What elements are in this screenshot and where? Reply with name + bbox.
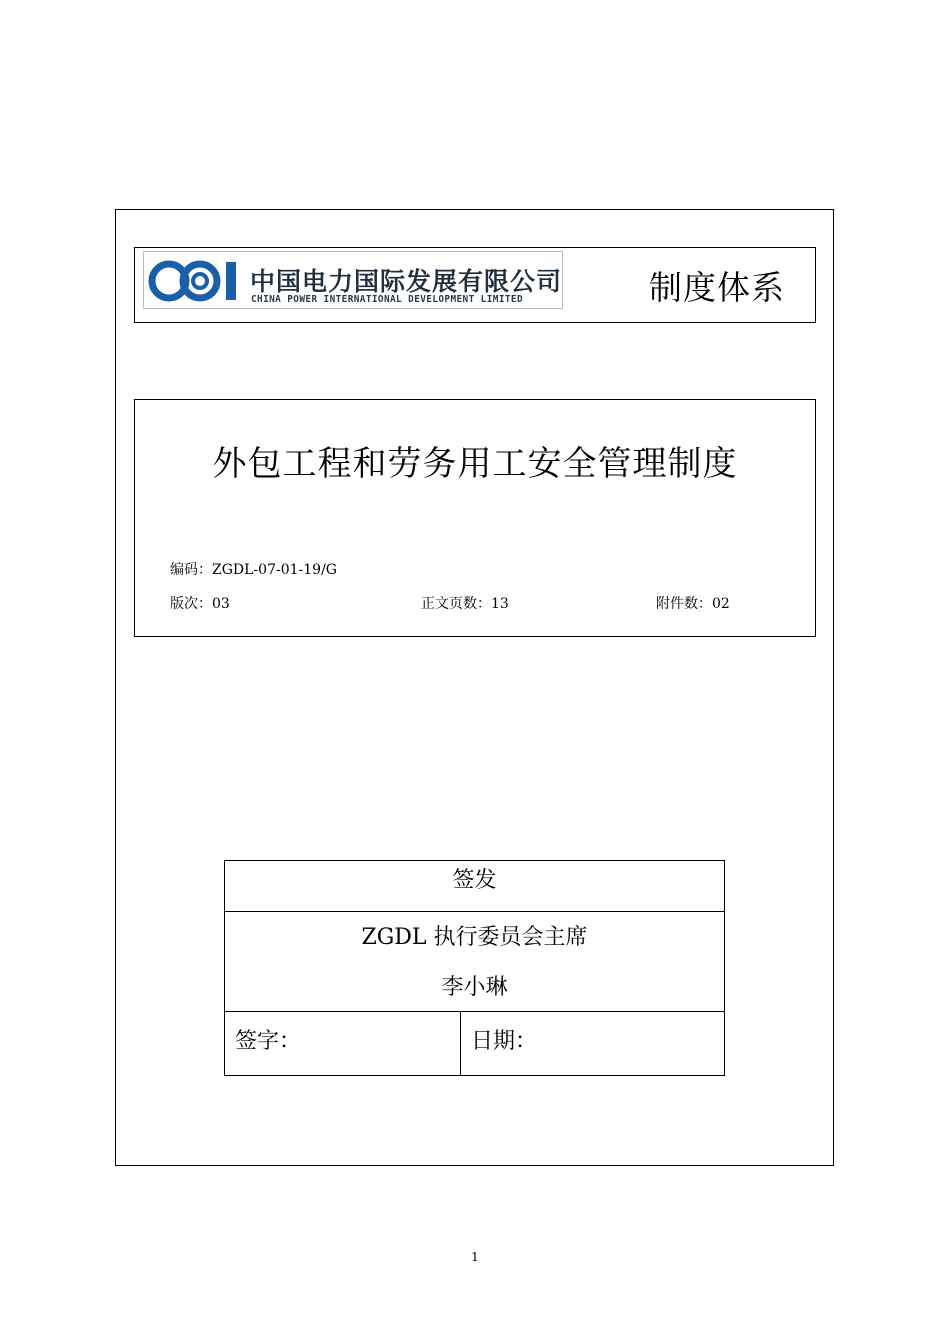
version-value: 03 [212, 596, 230, 612]
signoff-header: 签发 [225, 861, 724, 912]
document-version [170, 593, 230, 613]
code-value: ZGDL-07-01-19/G [212, 562, 337, 578]
title-block [134, 399, 816, 637]
logo-company-name-cn: 中国电力国际发展有限公司 [250, 267, 563, 296]
version-label: 版次： [170, 596, 212, 612]
system-label: 制度体系 [649, 268, 785, 307]
document-page-count [421, 593, 509, 613]
document-title: 外包工程和劳务用工安全管理制度 [212, 444, 738, 484]
date-label: 日期： [471, 1029, 538, 1054]
signature-field[interactable] [225, 1012, 461, 1075]
attachments-label: 附件数： [656, 596, 712, 612]
document-header [134, 247, 816, 323]
date-field[interactable] [461, 1012, 724, 1075]
code-label: 编码： [170, 562, 212, 578]
page-number: 1 [471, 1250, 479, 1264]
cpi-logo-icon [148, 260, 244, 302]
signoff-fields [225, 1012, 724, 1075]
signatory-role: ZGDL 执行委员会主席 [361, 925, 588, 950]
signatory-name: 李小琳 [441, 975, 508, 1000]
signoff-signatory [225, 912, 724, 1012]
signature-label: 签字： [235, 1029, 302, 1054]
company-logo [143, 251, 563, 309]
logo-company-name-en: CHINA POWER INTERNATIONAL DEVELOPMENT LIMITED [251, 294, 523, 305]
document-attachment-count [656, 593, 730, 613]
pages-value: 13 [491, 596, 509, 612]
attachments-value: 02 [712, 596, 730, 612]
pages-label: 正文页数： [421, 596, 491, 612]
signoff-table [224, 860, 725, 1076]
document-code [170, 559, 337, 579]
